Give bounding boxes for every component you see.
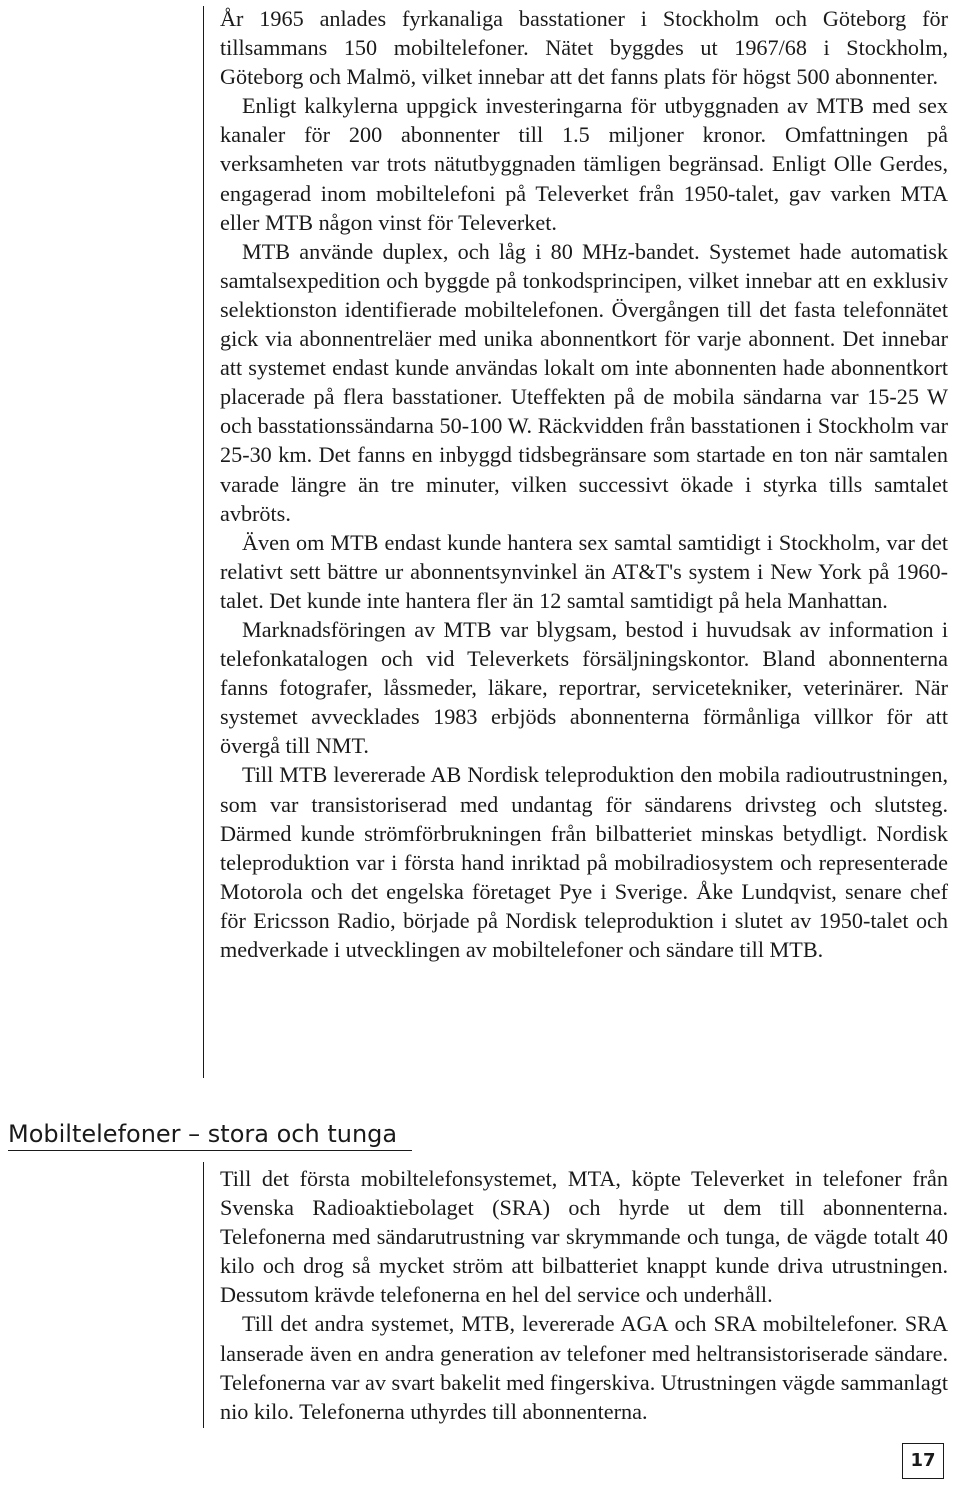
- paragraph: Marknadsföringen av MTB var blygsam, bestod i huvudsak av information i telefonkatalogen och vid Televerkets försäljningskontor. Bland abonnenterna fanns fotografer, låssmeder, läkare, reportrar, servicetekniker, veterinärer. När systemet avvecklades 1983 erbjöds abonnenterna förmånliga villkor för att övergå till NMT.: [220, 616, 948, 759]
- bottom-text-column: [220, 1164, 948, 1426]
- page-number: 17: [902, 1443, 944, 1479]
- paragraph: År 1965 anlades fyrkanaliga basstationer i Stockholm och Göteborg för tillsammans 150 mobiltelefoner. Nätet byggdes ut 1967/68 i Stockholm, Göteborg och Malmö, vilket innebar att det fanns plats för högst 500 abonnenter.: [220, 6, 948, 90]
- section-heading: Mobiltelefoner – stora och tunga: [8, 1118, 412, 1151]
- paragraph: Till det andra systemet, MTB, levererade AGA och SRA mobiltelefoner. SRA lanserade även en andra generation av telefoner med heltransistoriserade sändare. Telefonerna var av svart bakelit med fingerskiva. Utrustningen vägde sammanlagt nio kilo. Telefonerna uthyrdes till abonnenterna.: [220, 1311, 948, 1424]
- column-rule-bottom: [203, 1162, 204, 1428]
- paragraph: Enligt kalkylerna uppgick investeringarna för utbyggnaden av MTB med sex kanaler för 200 abonnenter till 1.5 miljoner kronor. Omfattningen på verksamheten var trots nätutbyggnaden tämligen begränsad. Enligt Olle Gerdes, engagerad inom mobiltelefoni på Televerket från 1950-talet, gav varken MTA eller MTB någon vinst för Televerket.: [220, 93, 948, 235]
- paragraph: MTB använde duplex, och låg i 80 MHz-bandet. Systemet hade automatisk samtalsexpedition och byggde på tonkodsprincipen, vilket innebar att en exklusiv selektionston identifierade mobiltelefonen. Övergången till det fasta telefonnätet gick via abonnentreläer med unika abonnentkort för varje abonnent. Det innebar att systemet endast kunde användas lokalt om inte abonnenten hade abonnentkort placerade på flera basstationer. Uteffekten på de mobila sändarna var 15-25 W och basstationssändarna 50-100 W. Räckvidden från basstationen i Stockholm var 25-30 km. Det fanns en inbyggd tidsbegränsare som startade en ton när samtalen varade längre än tre minuter, vilken successivt ökade i styrka tills samtalet avbröts.: [220, 238, 948, 526]
- paragraph: Till MTB levererade AB Nordisk teleproduktion den mobila radioutrustningen, som var transistoriserad med undantag för sändarens drivsteg och slutsteg. Därmed kunde strömförbrukningen från bilbatteriet minskas betydligt. Nordisk teleproduktion var i första hand inriktad på mobilradiosystem och representerade Motorola och det engelska företaget Pye i Sverige. Åke Lundqvist, senare chef för Ericsson Radio, började på Nordisk teleproduktion i slutet av 1950-talet och medverkade i utvecklingen av mobiltelefoner och sändare till MTB.: [220, 762, 948, 962]
- paragraph: Till det första mobiltelefonsystemet, MTA, köpte Televerket in telefoner från Svenska Radioaktiebolaget (SRA) och hyrde ut dem till abonnenterna. Telefonerna med sändarutrustning var skrymmande och tunga, de vägde totalt 40 kilo och drog så mycket ström att bilbatteriet knappt kunde driva utrustningen. Dessutom krävde telefonerna en hel del service och underhåll.: [220, 1166, 948, 1308]
- top-text-column: [220, 4, 948, 964]
- column-rule-top: [203, 6, 204, 1078]
- paragraph: Även om MTB endast kunde hantera sex samtal samtidigt i Stockholm, var det relativt sett bättre ur abonnentsynvinkel än AT&T's system i New York på 1960-talet. Det kunde inte hantera fler än 12 samtal samtidigt på hela Manhattan.: [220, 529, 948, 613]
